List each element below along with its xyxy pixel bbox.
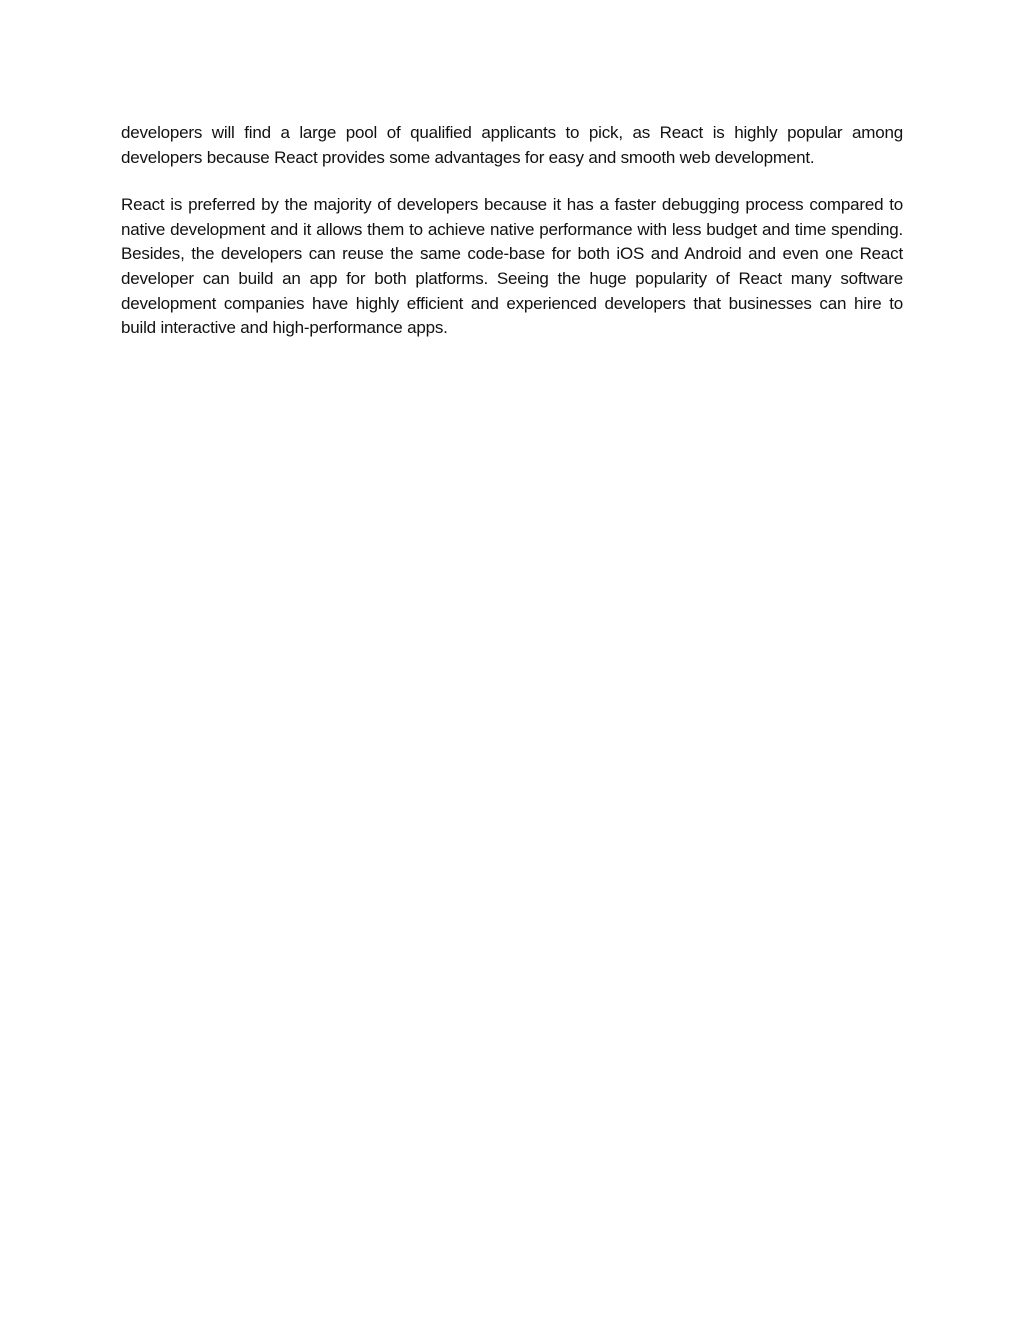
document-body [121,121,903,341]
paragraph-2: React is preferred by the majority of developers because it has a faster debugging process compared to native development and it allows them to achieve native performance with less budget and time spending. Besides, the developers can reuse the same code-base for both iOS and Android and even one React developer can build an app for both platforms. Seeing the huge popularity of React many software development companies have highly efficient and experienced developers that businesses can hire to build interactive and high-performance apps. [121,195,903,338]
paragraph-1: developers will find a large pool of qualified applicants to pick, as React is highly popular among developers because React provides some advantages for easy and smooth web development. [121,123,903,167]
